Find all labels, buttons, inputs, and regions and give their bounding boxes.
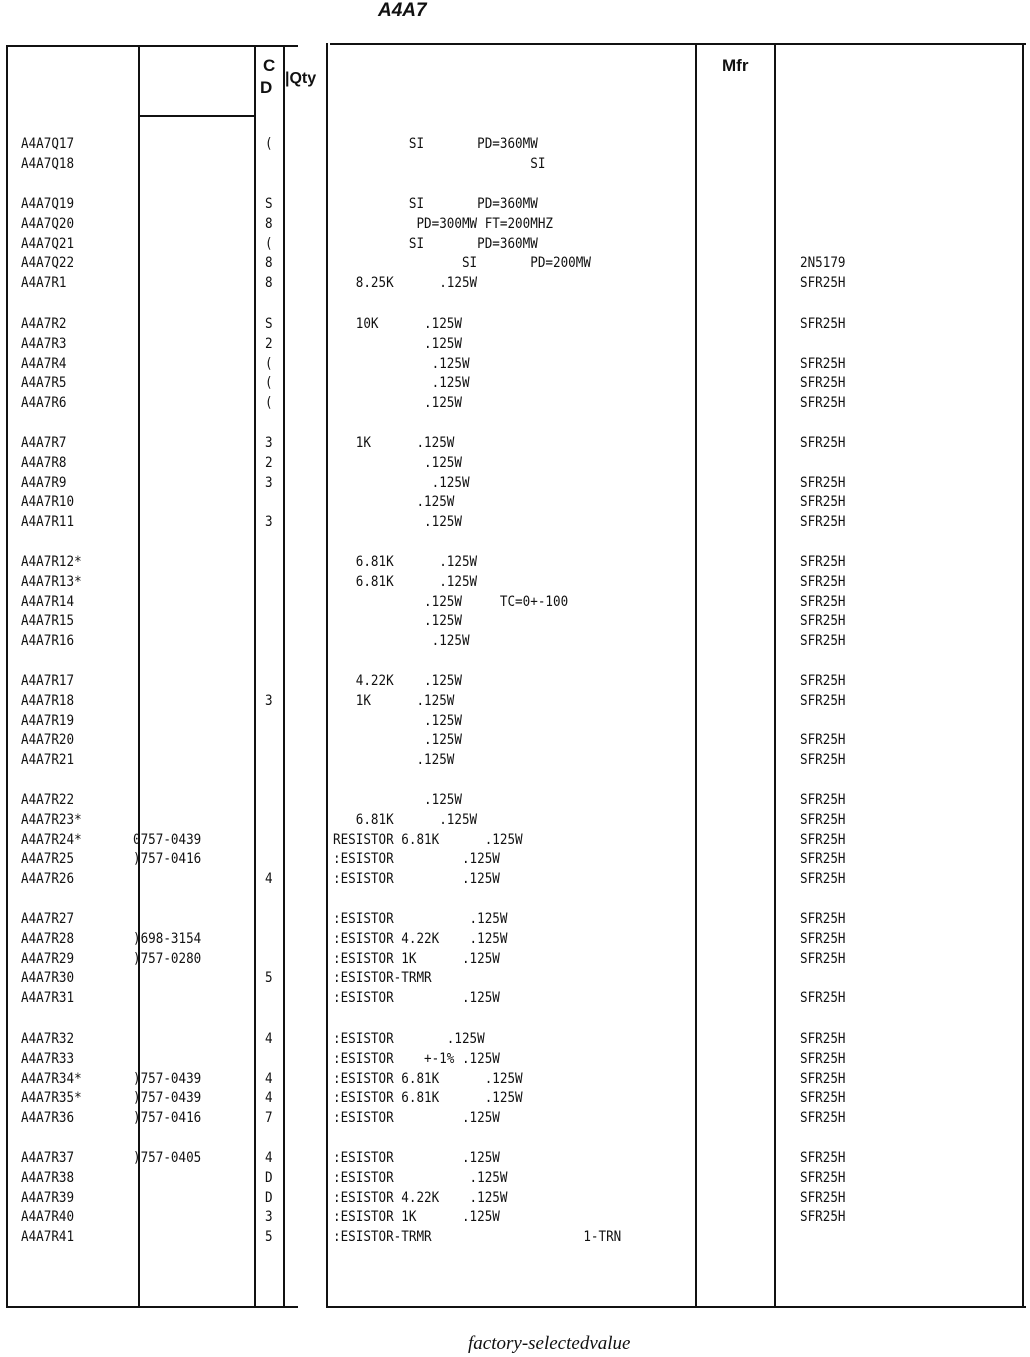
ref-cell: A4A7R26 bbox=[21, 871, 75, 888]
mfr-part-cell: SFR25H bbox=[800, 752, 846, 769]
header-qty: |Qty bbox=[285, 70, 317, 87]
mfr-part-cell: SFR25H bbox=[800, 1050, 846, 1067]
cd-cell: ( bbox=[265, 355, 273, 372]
description-cell: 8.25K .125W bbox=[333, 275, 478, 292]
description-cell: :ESISTOR .125W bbox=[333, 1169, 508, 1186]
mfr-part-cell: SFR25H bbox=[800, 1070, 846, 1087]
cd-cell: 3 bbox=[265, 435, 273, 451]
mfr-part-cell: SFR25H bbox=[800, 1090, 846, 1107]
ref-cell: A4A7R38 bbox=[21, 1169, 75, 1186]
description-cell: :ESISTOR 4.22K .125W bbox=[333, 1189, 508, 1206]
ref-cell: A4A7Q21 bbox=[21, 235, 75, 252]
mfr-part-cell: SFR25H bbox=[800, 792, 846, 808]
description-cell: :ESISTOR .125W bbox=[333, 851, 500, 868]
ref-cell: A4A7R34* bbox=[21, 1070, 82, 1087]
cd-cell: 2 bbox=[265, 335, 273, 352]
ref-cell: A4A7R10 bbox=[21, 494, 75, 511]
mfr-part-cell: SFR25H bbox=[800, 355, 846, 372]
ref-cell: A4A7R39 bbox=[21, 1189, 75, 1206]
ref-cell: A4A7R18 bbox=[21, 692, 75, 709]
mfr-part-cell: SFR25H bbox=[800, 316, 846, 332]
mfr-part-cell: SFR25H bbox=[800, 1031, 846, 1047]
mfr-part-cell: SFR25H bbox=[800, 851, 846, 868]
cd-cell: 7 bbox=[265, 1110, 273, 1127]
cd-cell: 5 bbox=[265, 970, 273, 987]
column-divider bbox=[254, 45, 256, 1308]
cd-cell: 3 bbox=[265, 514, 273, 531]
mfr-part-cell: SFR25H bbox=[800, 692, 846, 709]
cd-cell: 3 bbox=[265, 474, 273, 491]
description-cell: .125W bbox=[333, 375, 470, 392]
cd-cell: 4 bbox=[265, 1070, 273, 1087]
cd-cell: D bbox=[265, 1189, 273, 1206]
mfr-part-cell: SFR25H bbox=[800, 1110, 846, 1127]
part-number-cell: )757-0439 bbox=[133, 1070, 202, 1087]
cd-cell: S bbox=[265, 316, 273, 332]
mfr-part-cell: SFR25H bbox=[800, 732, 846, 749]
ref-cell: A4A7Q18 bbox=[21, 155, 75, 172]
cd-cell: 8 bbox=[265, 215, 273, 232]
description-cell: 1K .125W bbox=[333, 692, 455, 709]
mfr-part-cell: SFR25H bbox=[800, 554, 846, 570]
mfr-part-cell: SFR25H bbox=[800, 514, 846, 531]
ref-cell: A4A7R7 bbox=[21, 435, 67, 451]
ref-cell: A4A7R17 bbox=[21, 673, 75, 689]
mfr-part-cell: SFR25H bbox=[800, 1209, 846, 1226]
cd-cell: D bbox=[265, 1169, 273, 1186]
ref-cell: A4A7R11 bbox=[21, 514, 75, 531]
ref-cell: A4A7R12* bbox=[21, 554, 82, 570]
cd-cell: S bbox=[265, 196, 273, 212]
table-top-border-right bbox=[330, 43, 1026, 45]
description-cell: :ESISTOR 1K .125W bbox=[333, 950, 500, 967]
mfr-part-cell: SFR25H bbox=[800, 1169, 846, 1186]
description-cell: SI bbox=[333, 155, 546, 172]
mfr-part-cell: SFR25H bbox=[800, 613, 846, 630]
column-divider bbox=[6, 45, 8, 1308]
ref-cell: A4A7R9 bbox=[21, 474, 67, 491]
cd-cell: 4 bbox=[265, 1031, 273, 1047]
ref-cell: A4A7R24* bbox=[21, 831, 82, 848]
mfr-part-cell: SFR25H bbox=[800, 494, 846, 511]
ref-cell: A4A7R19 bbox=[21, 712, 75, 729]
page-title: A4A7 bbox=[378, 0, 427, 21]
mfr-part-cell: SFR25H bbox=[800, 871, 846, 888]
description-cell: .125W bbox=[333, 335, 462, 352]
ref-cell: A4A7Q22 bbox=[21, 255, 75, 272]
ref-cell: A4A7Q20 bbox=[21, 215, 75, 232]
header-mfr: Mfr bbox=[722, 56, 749, 75]
mfr-part-cell: SFR25H bbox=[800, 1189, 846, 1206]
ref-cell: A4A7Q19 bbox=[21, 196, 75, 212]
cd-cell: ( bbox=[265, 235, 273, 252]
cd-cell: ( bbox=[265, 136, 273, 152]
description-cell: .125W bbox=[333, 454, 462, 471]
mfr-part-cell: SFR25H bbox=[800, 395, 846, 412]
description-cell: 1K .125W bbox=[333, 435, 455, 451]
cd-cell: 4 bbox=[265, 1150, 273, 1166]
ref-cell: A4A7R27 bbox=[21, 911, 75, 927]
mfr-part-cell: SFR25H bbox=[800, 474, 846, 491]
table-bottom-border-right bbox=[326, 1306, 1026, 1308]
description-cell: :ESISTOR-TRMR 1-TRN bbox=[333, 1229, 622, 1246]
part-number-cell: )757-0439 bbox=[133, 1090, 202, 1107]
description-cell: :ESISTOR 1K .125W bbox=[333, 1209, 500, 1226]
mfr-part-cell: SFR25H bbox=[800, 275, 846, 292]
mfr-part-cell: SFR25H bbox=[800, 593, 846, 610]
cd-cell: ( bbox=[265, 375, 273, 392]
column-divider bbox=[283, 45, 285, 1308]
part-number-cell: 0757-0439 bbox=[133, 831, 202, 848]
ref-cell: A4A7R13* bbox=[21, 573, 82, 590]
description-cell: :ESISTOR 6.81K .125W bbox=[333, 1070, 523, 1087]
mfr-part-cell: SFR25H bbox=[800, 831, 846, 848]
ref-cell: A4A7R36 bbox=[21, 1110, 75, 1127]
ref-cell: A4A7R21 bbox=[21, 752, 75, 769]
part-number-cell: )757-0280 bbox=[133, 950, 202, 967]
mfr-part-cell: SFR25H bbox=[800, 633, 846, 650]
cd-cell: 5 bbox=[265, 1229, 273, 1246]
ref-cell: A4A7R29 bbox=[21, 950, 75, 967]
mfr-part-cell: SFR25H bbox=[800, 573, 846, 590]
ref-cell: A4A7R2 bbox=[21, 316, 67, 332]
description-cell: :ESISTOR-TRMR bbox=[333, 970, 432, 987]
part-number-cell: )757-0416 bbox=[133, 1110, 202, 1127]
column-divider bbox=[695, 43, 697, 1308]
cd-cell: 3 bbox=[265, 1209, 273, 1226]
description-cell: .125W bbox=[333, 792, 462, 808]
description-cell: :ESISTOR .125W bbox=[333, 1110, 500, 1127]
part-number-cell: )757-0416 bbox=[133, 851, 202, 868]
description-cell: :ESISTOR +-1% .125W bbox=[333, 1050, 500, 1067]
mfr-part-cell: SFR25H bbox=[800, 811, 846, 828]
mfr-part-cell: SFR25H bbox=[800, 1150, 846, 1166]
ref-cell: A4A7Q17 bbox=[21, 136, 75, 152]
description-cell: :ESISTOR 6.81K .125W bbox=[333, 1090, 523, 1107]
description-cell: .125W bbox=[333, 494, 455, 511]
ref-cell: A4A7R22 bbox=[21, 792, 75, 808]
description-cell: .125W bbox=[333, 633, 470, 650]
ref-cell: A4A7R40 bbox=[21, 1209, 75, 1226]
description-cell: :ESISTOR .125W bbox=[333, 911, 508, 927]
description-cell: .125W bbox=[333, 732, 462, 749]
description-cell: .125W bbox=[333, 395, 462, 412]
ref-cell: A4A7R37 bbox=[21, 1150, 75, 1166]
ref-cell: A4A7R41 bbox=[21, 1229, 75, 1246]
column-divider bbox=[1022, 43, 1024, 1308]
description-cell: .125W TC=0+-100 bbox=[333, 593, 569, 610]
description-cell: :ESISTOR .125W bbox=[333, 1031, 485, 1047]
cd-cell: 4 bbox=[265, 871, 273, 888]
ref-cell: A4A7R28 bbox=[21, 930, 75, 947]
header-cd-bottom: D bbox=[260, 78, 273, 97]
ref-cell: A4A7R31 bbox=[21, 990, 75, 1007]
column-divider bbox=[326, 43, 328, 1308]
description-cell: 6.81K .125W bbox=[333, 573, 478, 590]
part-number-cell: )757-0405 bbox=[133, 1150, 202, 1166]
cd-cell: 8 bbox=[265, 255, 273, 272]
ref-cell: A4A7R14 bbox=[21, 593, 75, 610]
ref-cell: A4A7R4 bbox=[21, 355, 67, 372]
ref-cell: A4A7R25 bbox=[21, 851, 75, 868]
ref-cell: A4A7R30 bbox=[21, 970, 75, 987]
mfr-part-cell: SFR25H bbox=[800, 990, 846, 1007]
mfr-part-cell: SFR25H bbox=[800, 673, 846, 689]
header-divider-left bbox=[140, 115, 255, 117]
ref-cell: A4A7R35* bbox=[21, 1090, 82, 1107]
ref-cell: A4A7R16 bbox=[21, 633, 75, 650]
description-cell: .125W bbox=[333, 613, 462, 630]
description-cell: 6.81K .125W bbox=[333, 554, 478, 570]
ref-cell: A4A7R1 bbox=[21, 275, 67, 292]
description-cell: :ESISTOR 4.22K .125W bbox=[333, 930, 508, 947]
description-cell: .125W bbox=[333, 355, 470, 372]
footnote: factory-selectedvalue bbox=[468, 1333, 631, 1354]
mfr-part-cell: SFR25H bbox=[800, 950, 846, 967]
description-cell: :ESISTOR .125W bbox=[333, 990, 500, 1007]
ref-cell: A4A7R32 bbox=[21, 1031, 75, 1047]
description-cell: SI PD=360MW bbox=[333, 196, 538, 212]
mfr-part-cell: SFR25H bbox=[800, 911, 846, 927]
header-cd-top: C bbox=[263, 56, 276, 75]
description-cell: SI PD=360MW bbox=[333, 235, 538, 252]
mfr-part-cell: SFR25H bbox=[800, 930, 846, 947]
ref-cell: A4A7R20 bbox=[21, 732, 75, 749]
description-cell: RESISTOR 6.81K .125W bbox=[333, 831, 523, 848]
ref-cell: A4A7R33 bbox=[21, 1050, 75, 1067]
description-cell: 10K .125W bbox=[333, 316, 462, 332]
mfr-part-cell: SFR25H bbox=[800, 375, 846, 392]
cd-cell: 2 bbox=[265, 454, 273, 471]
cd-cell: 8 bbox=[265, 275, 273, 292]
description-cell: .125W bbox=[333, 752, 455, 769]
description-cell: .125W bbox=[333, 712, 462, 729]
description-cell: SI PD=360MW bbox=[333, 136, 538, 152]
mfr-part-cell: SFR25H bbox=[800, 435, 846, 451]
cd-cell: 4 bbox=[265, 1090, 273, 1107]
mfr-part-cell: 2N5179 bbox=[800, 255, 846, 272]
ref-cell: A4A7R5 bbox=[21, 375, 67, 392]
cd-cell: ( bbox=[265, 395, 273, 412]
ref-cell: A4A7R15 bbox=[21, 613, 75, 630]
description-cell: SI PD=200MW bbox=[333, 255, 591, 272]
description-cell: .125W bbox=[333, 514, 462, 531]
cd-cell: 3 bbox=[265, 692, 273, 709]
ref-cell: A4A7R8 bbox=[21, 454, 67, 471]
ref-cell: A4A7R23* bbox=[21, 811, 82, 828]
ref-cell: A4A7R3 bbox=[21, 335, 67, 352]
ref-cell: A4A7R6 bbox=[21, 395, 67, 412]
description-cell: :ESISTOR .125W bbox=[333, 1150, 500, 1166]
description-cell: PD=300MW FT=200MHZ bbox=[333, 215, 553, 232]
column-divider bbox=[774, 43, 776, 1308]
description-cell: 4.22K .125W bbox=[333, 673, 462, 689]
description-cell: .125W bbox=[333, 474, 470, 491]
part-number-cell: )698-3154 bbox=[133, 930, 202, 947]
description-cell: 6.81K .125W bbox=[333, 811, 478, 828]
description-cell: :ESISTOR .125W bbox=[333, 871, 500, 888]
